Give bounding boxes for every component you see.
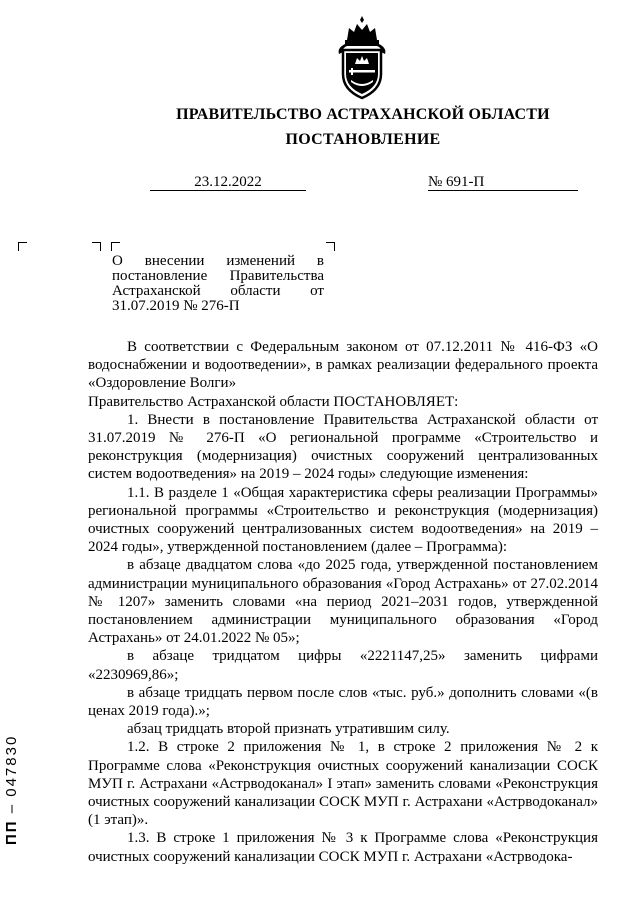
paragraph-resolves: Правительство Астраханской области ПОСТАНОВЛЯЕТ: xyxy=(88,393,459,410)
paragraph-item-1: 1. Внести в постановление Правительства Астраханской области от 31.07.2019 № 276-П «О региональной программе «Строительство и реконструкция (модернизация) очистных сооружений централизованных систем водоотведения» на 2019 – 2024 годы» следующие изменения: xyxy=(88,411,598,483)
corner-mark-subject-right xyxy=(326,242,335,251)
document-subject: О внесении изменений в постановление Правительства Астраханской области от 31.07.2019 № 276-П xyxy=(112,253,324,314)
corner-mark-top-left xyxy=(18,242,27,251)
organization-title: ПРАВИТЕЛЬСТВО АСТРАХАНСКОЙ ОБЛАСТИ xyxy=(176,106,550,123)
document-type-title: ПОСТАНОВЛЕНИЕ xyxy=(285,131,441,148)
registration-stamp xyxy=(3,735,20,845)
corner-mark-top-right-a xyxy=(92,242,101,251)
paragraph-item-1-1-a: в абзаце двадцатом слова «до 2025 года, утвержденной постановлением администрации муниципального образования «Город Астрахань» от 27.02.2014 № 1207» заменить словами «на период 2021–2031 годов, утвержденной постановлением администрации муниципального образования «Город Астрахань» от 24.01.2022 № 05»; xyxy=(88,557,598,647)
paragraph-item-1-1-d: абзац тридцать второй признать утратившим силу. xyxy=(127,721,450,738)
document-body xyxy=(88,338,598,866)
paragraph-preamble: В соответствии с Федеральным законом от 07.12.2011 № 416-ФЗ «О водоснабжении и водоотведении», в рамках реализации федерального проекта «Оздоровление Волги» xyxy=(88,339,598,392)
document-date: 23.12.2022 xyxy=(150,174,306,191)
corner-mark-subject-left xyxy=(111,242,120,251)
paragraph-item-1-2: 1.2. В строке 2 приложения № 1, в строке 2 приложения № 2 к Программе слова «Реконструкция очистных сооружений канализации СОСК МУП г. Астрахани «Астрводоканал» I этап» заменить словами «Реконструкция очистных сооружений канализации СОСК МУП г. Астрахани «Астрводоканал» (1 этап)». xyxy=(88,739,598,829)
stamp-number: – 047830 xyxy=(3,734,20,814)
document-number: № 691-П xyxy=(428,174,578,191)
coat-of-arms-emblem xyxy=(333,14,391,100)
paragraph-item-1-1-b: в абзаце тридцатом цифры «2221147,25» заменить цифрами «2230969,86»; xyxy=(88,648,598,683)
stamp-prefix: ПП xyxy=(3,819,20,845)
paragraph-item-1-1: 1.1. В разделе 1 «Общая характеристика сферы реализации Программы» региональной программы «Строительство и реконструкция (модернизация) очистных сооружений централизованных систем водоотведения» на 2019 – 2024 годы», утвержденной постановлением (далее – Программа): xyxy=(88,484,598,556)
paragraph-item-1-1-c: в абзаце тридцать первом после слов «тыс. руб.» дополнить словами «(в ценах 2019 года).»; xyxy=(88,684,598,720)
paragraph-item-1-3: 1.3. В строке 1 приложения № 3 к Программе слова «Реконструкция очистных сооружений канализации СОСК МУП г. Астрахани «Астрводока- xyxy=(88,830,598,865)
